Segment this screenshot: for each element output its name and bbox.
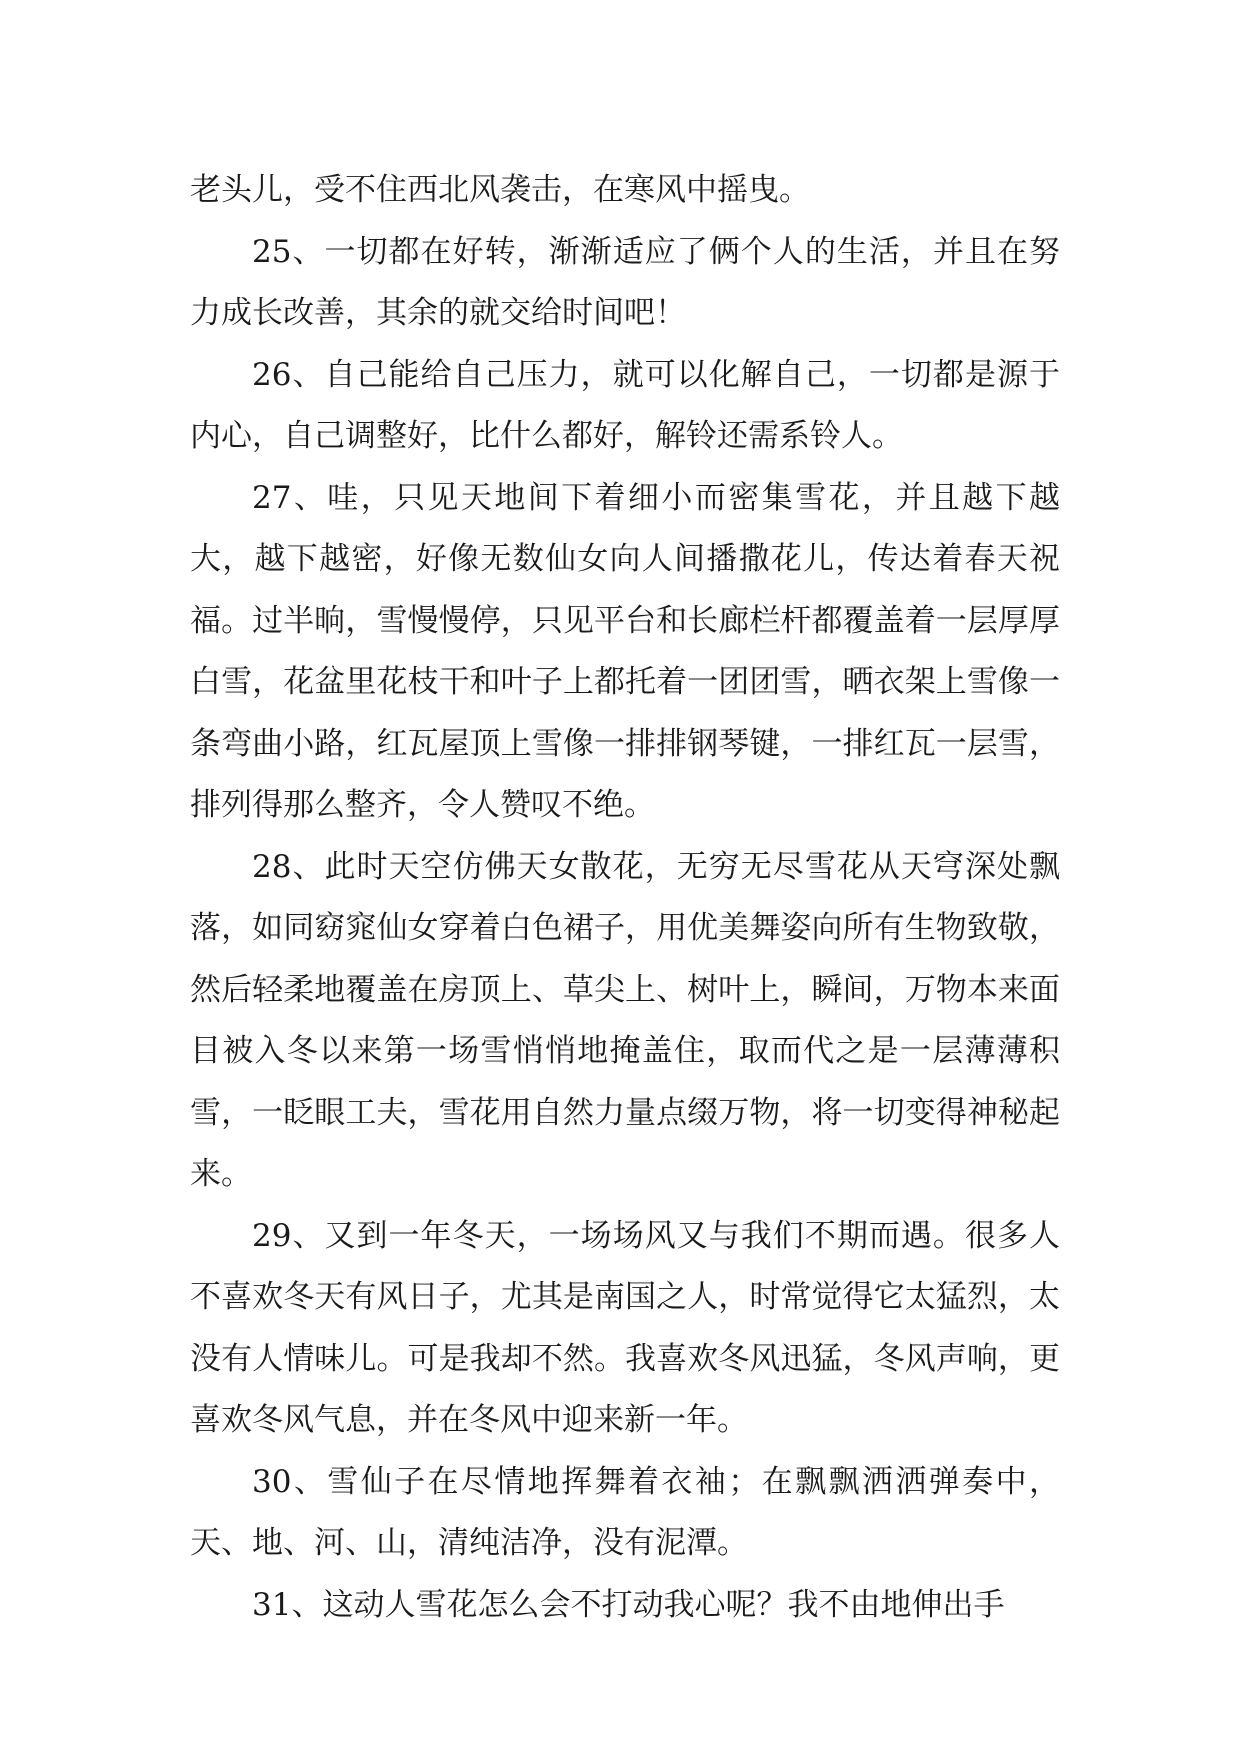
paragraph-25: 25、一切都在好转，渐渐适应了俩个人的生活，并且在努力成长改善，其余的就交给时间吧！ (190, 233, 1060, 331)
paragraph-27: 27、哇，只见天地间下着细小而密集雪花，并且越下越大，越下越密，好像无数仙女向人间播撒花儿，传达着春天祝福。过半晌，雪慢慢停，只见平台和长廊栏杆都覆盖着一层厚厚白雪，花盆里花枝干和叶子上都托着一团团雪，晒衣架上雪像一条弯曲小路，红瓦屋顶上雪像一排排钢琴键，一排红瓦一层雪，排列得那么整齐，令人赞叹不绝。 (190, 479, 1060, 823)
paragraph-31: 31、这动人雪花怎么会不打动我心呢？我不由地伸出手 (252, 1586, 1005, 1623)
paragraph-26: 26、自己能给自己压力，就可以化解自己，一切都是源于内心，自己调整好，比什么都好，解铃还需系铃人。 (190, 356, 1060, 454)
paragraph-28: 28、此时天空仿佛天女散花，无穷无尽雪花从天穹深处飘落，如同窈窕仙女穿着白色裙子，用优美舞姿向所有生物致敬，然后轻柔地覆盖在房顶上、草尖上、树叶上，瞬间，万物本来面目被入冬以来第一场雪悄悄地掩盖住，取而代之是一层薄薄积雪，一眨眼工夫，雪花用自然力量点缀万物，将一切变得神秘起来。 (190, 848, 1060, 1192)
document-body (190, 160, 1060, 1636)
paragraph-29: 29、又到一年冬天，一场场风又与我们不期而遇。很多人不喜欢冬天有风日子，尤其是南国之人，时常觉得它太猛烈，太没有人情味儿。可是我却不然。我喜欢冬风迅猛，冬风声响，更喜欢冬风气息，并在冬风中迎来新一年。 (190, 1217, 1060, 1438)
paragraph-30: 30、雪仙子在尽情地挥舞着衣袖；在飘飘洒洒弹奏中，天、地、河、山，清纯洁净，没有泥潭。 (190, 1463, 1060, 1561)
paragraph-continuation: 老头儿，受不住西北风袭击，在寒风中摇曳。 (190, 172, 810, 208)
